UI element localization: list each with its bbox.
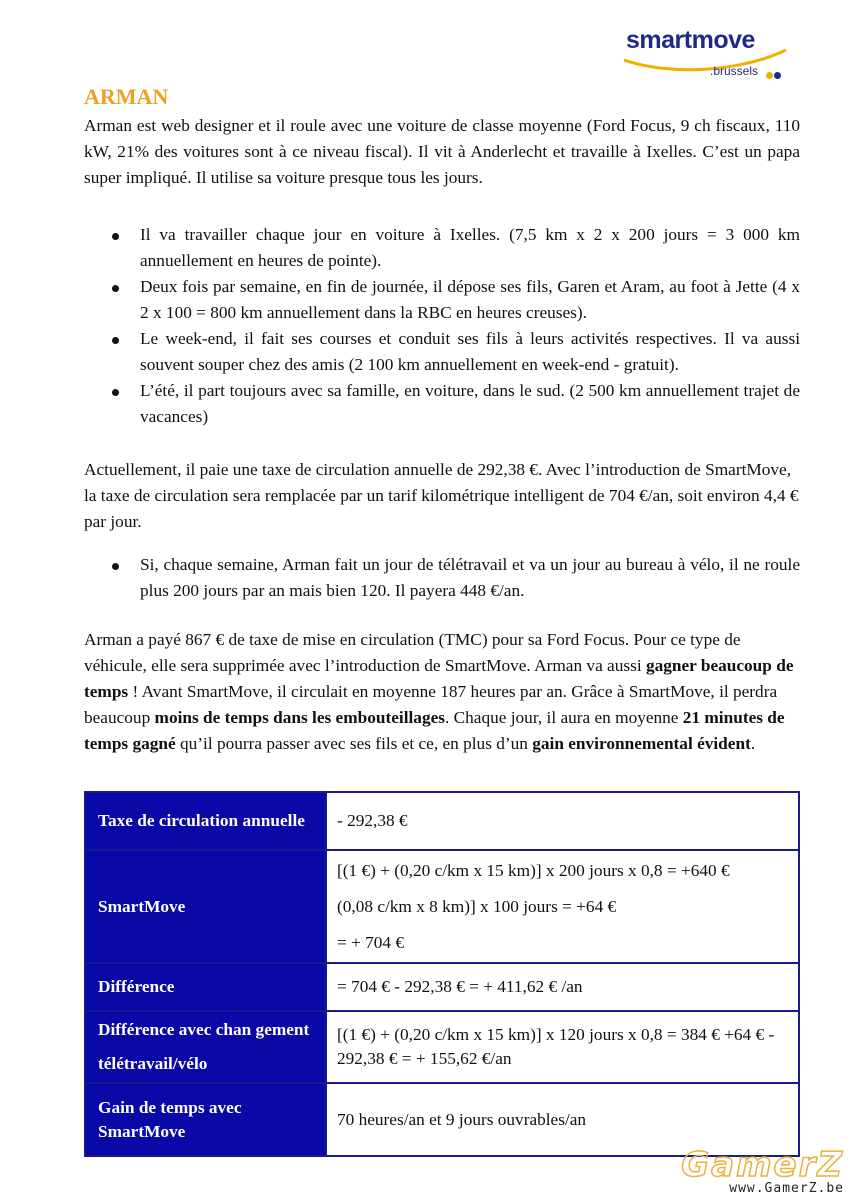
highlight-text: gain environnemental évident (532, 734, 751, 753)
table-row (85, 1011, 799, 1083)
watermark-url: www.GamerZ.be (729, 1181, 844, 1196)
trip-list (84, 222, 800, 430)
smartmove-logo (620, 24, 790, 84)
logo-subtext: .brussels (710, 64, 759, 78)
row-value: [(1 €) + (0,20 c/km x 15 km)] x 120 jours x 0,8 = 384 € +64 € - 292,38 € = + 155,62 €/an (326, 1011, 799, 1083)
cost-summary-table (84, 791, 800, 1157)
logo-dots-icon (766, 66, 782, 84)
row-label: Taxe de circulation annuelle (85, 792, 326, 850)
bullet-icon (112, 285, 119, 292)
row-label: Différence (85, 963, 326, 1011)
table-row (85, 792, 799, 850)
highlight-text: moins de temps dans les embouteillages (154, 708, 445, 727)
intro-paragraph: Arman est web designer et il roule avec une voiture de classe moyenne (Ford Focus, 9 ch fiscaux, 110 kW, 21% des voitures sont à ce niveau fiscal). Il vit à Anderlecht et travaille à Ixelles. C’est un papa super impliqué. Il utilise sa voiture presque tous les jours. (84, 116, 800, 187)
list-item: Le week-end, il fait ses courses et conduit ses fils à leurs activités respectives. Il va aussi souvent souper chez des amis (2 100 km annuellement en week-end - gratuit). (84, 326, 800, 378)
row-value: 70 heures/an et 9 jours ouvrables/an (326, 1083, 799, 1156)
watermark-logo: GamerZ (681, 1145, 844, 1185)
list-item: Si, chaque semaine, Arman fait un jour de télétravail et va un jour au bureau à vélo, il ne roule plus 200 jours par an mais bien 120. Il payera 448 €/an. (84, 552, 800, 604)
row-value: = 704 € - 292,38 € = + 411,62 € /an (326, 963, 799, 1011)
list-item: L’été, il part toujours avec sa famille, en voiture, dans le sud. (2 500 km annuellement trajet de vacances) (84, 378, 800, 430)
telework-list (84, 552, 800, 604)
bullet-icon (112, 337, 119, 344)
page-title: ARMAN (84, 84, 169, 109)
row-label: Différence avec chan gement télétravail/vélo (85, 1011, 326, 1083)
row-label: Gain de temps avec SmartMove (85, 1083, 326, 1156)
bullet-icon (112, 389, 119, 396)
row-value: [(1 €) + (0,20 c/km x 15 km)] x 200 jours x 0,8 = +640 € (0,08 c/km x 8 km)] x 100 jours = +64 € = + 704 € (326, 850, 799, 963)
list-item: Deux fois par semaine, en fin de journée, il dépose ses fils, Garen et Aram, au foot à Jette (4 x 2 x 100 = 800 km annuellement dans la RBC en heures creuses). (84, 274, 800, 326)
tax-paragraph: Actuellement, il paie une taxe de circulation annuelle de 292,38 €. Avec l’introduction de SmartMove, la taxe de circulation sera remplacée par un tarif kilométrique intelligent de 704 €/an, soit environ 4,4 € par jour. (84, 460, 799, 531)
table-row (85, 963, 799, 1011)
logo-text: smartmove (626, 26, 755, 54)
tmc-paragraph: Arman a payé 867 € de taxe de mise en circulation (TMC) pour sa Ford Focus. Pour ce type de véhicule, elle sera supprimée avec l’introduction de SmartMove. Arman va aussi gagner beaucoup de temps ! Avant SmartMove, il circulait en moyenne 187 heures par an. Grâce à SmartMove, il perdra beaucoup moins de temps dans les embouteillages. Chaque jour, il aura en moyenne 21 minutes de temps gagné qu’il pourra passer avec ses fils et ce, en plus d’un gain environnemental évident. (84, 630, 794, 753)
bullet-icon (112, 563, 119, 570)
table-row (85, 850, 799, 963)
row-value: - 292,38 € (326, 792, 799, 850)
list-item: Il va travailler chaque jour en voiture à Ixelles. (7,5 km x 2 x 200 jours = 3 000 km annuellement en heures de pointe). (84, 222, 800, 274)
highlight-text: 21 minutes de temps gagné (84, 708, 785, 753)
watermark (681, 1145, 844, 1196)
highlight-text: gagner beaucoup de temps (84, 656, 794, 701)
bullet-icon (112, 233, 119, 240)
row-label: SmartMove (85, 850, 326, 963)
